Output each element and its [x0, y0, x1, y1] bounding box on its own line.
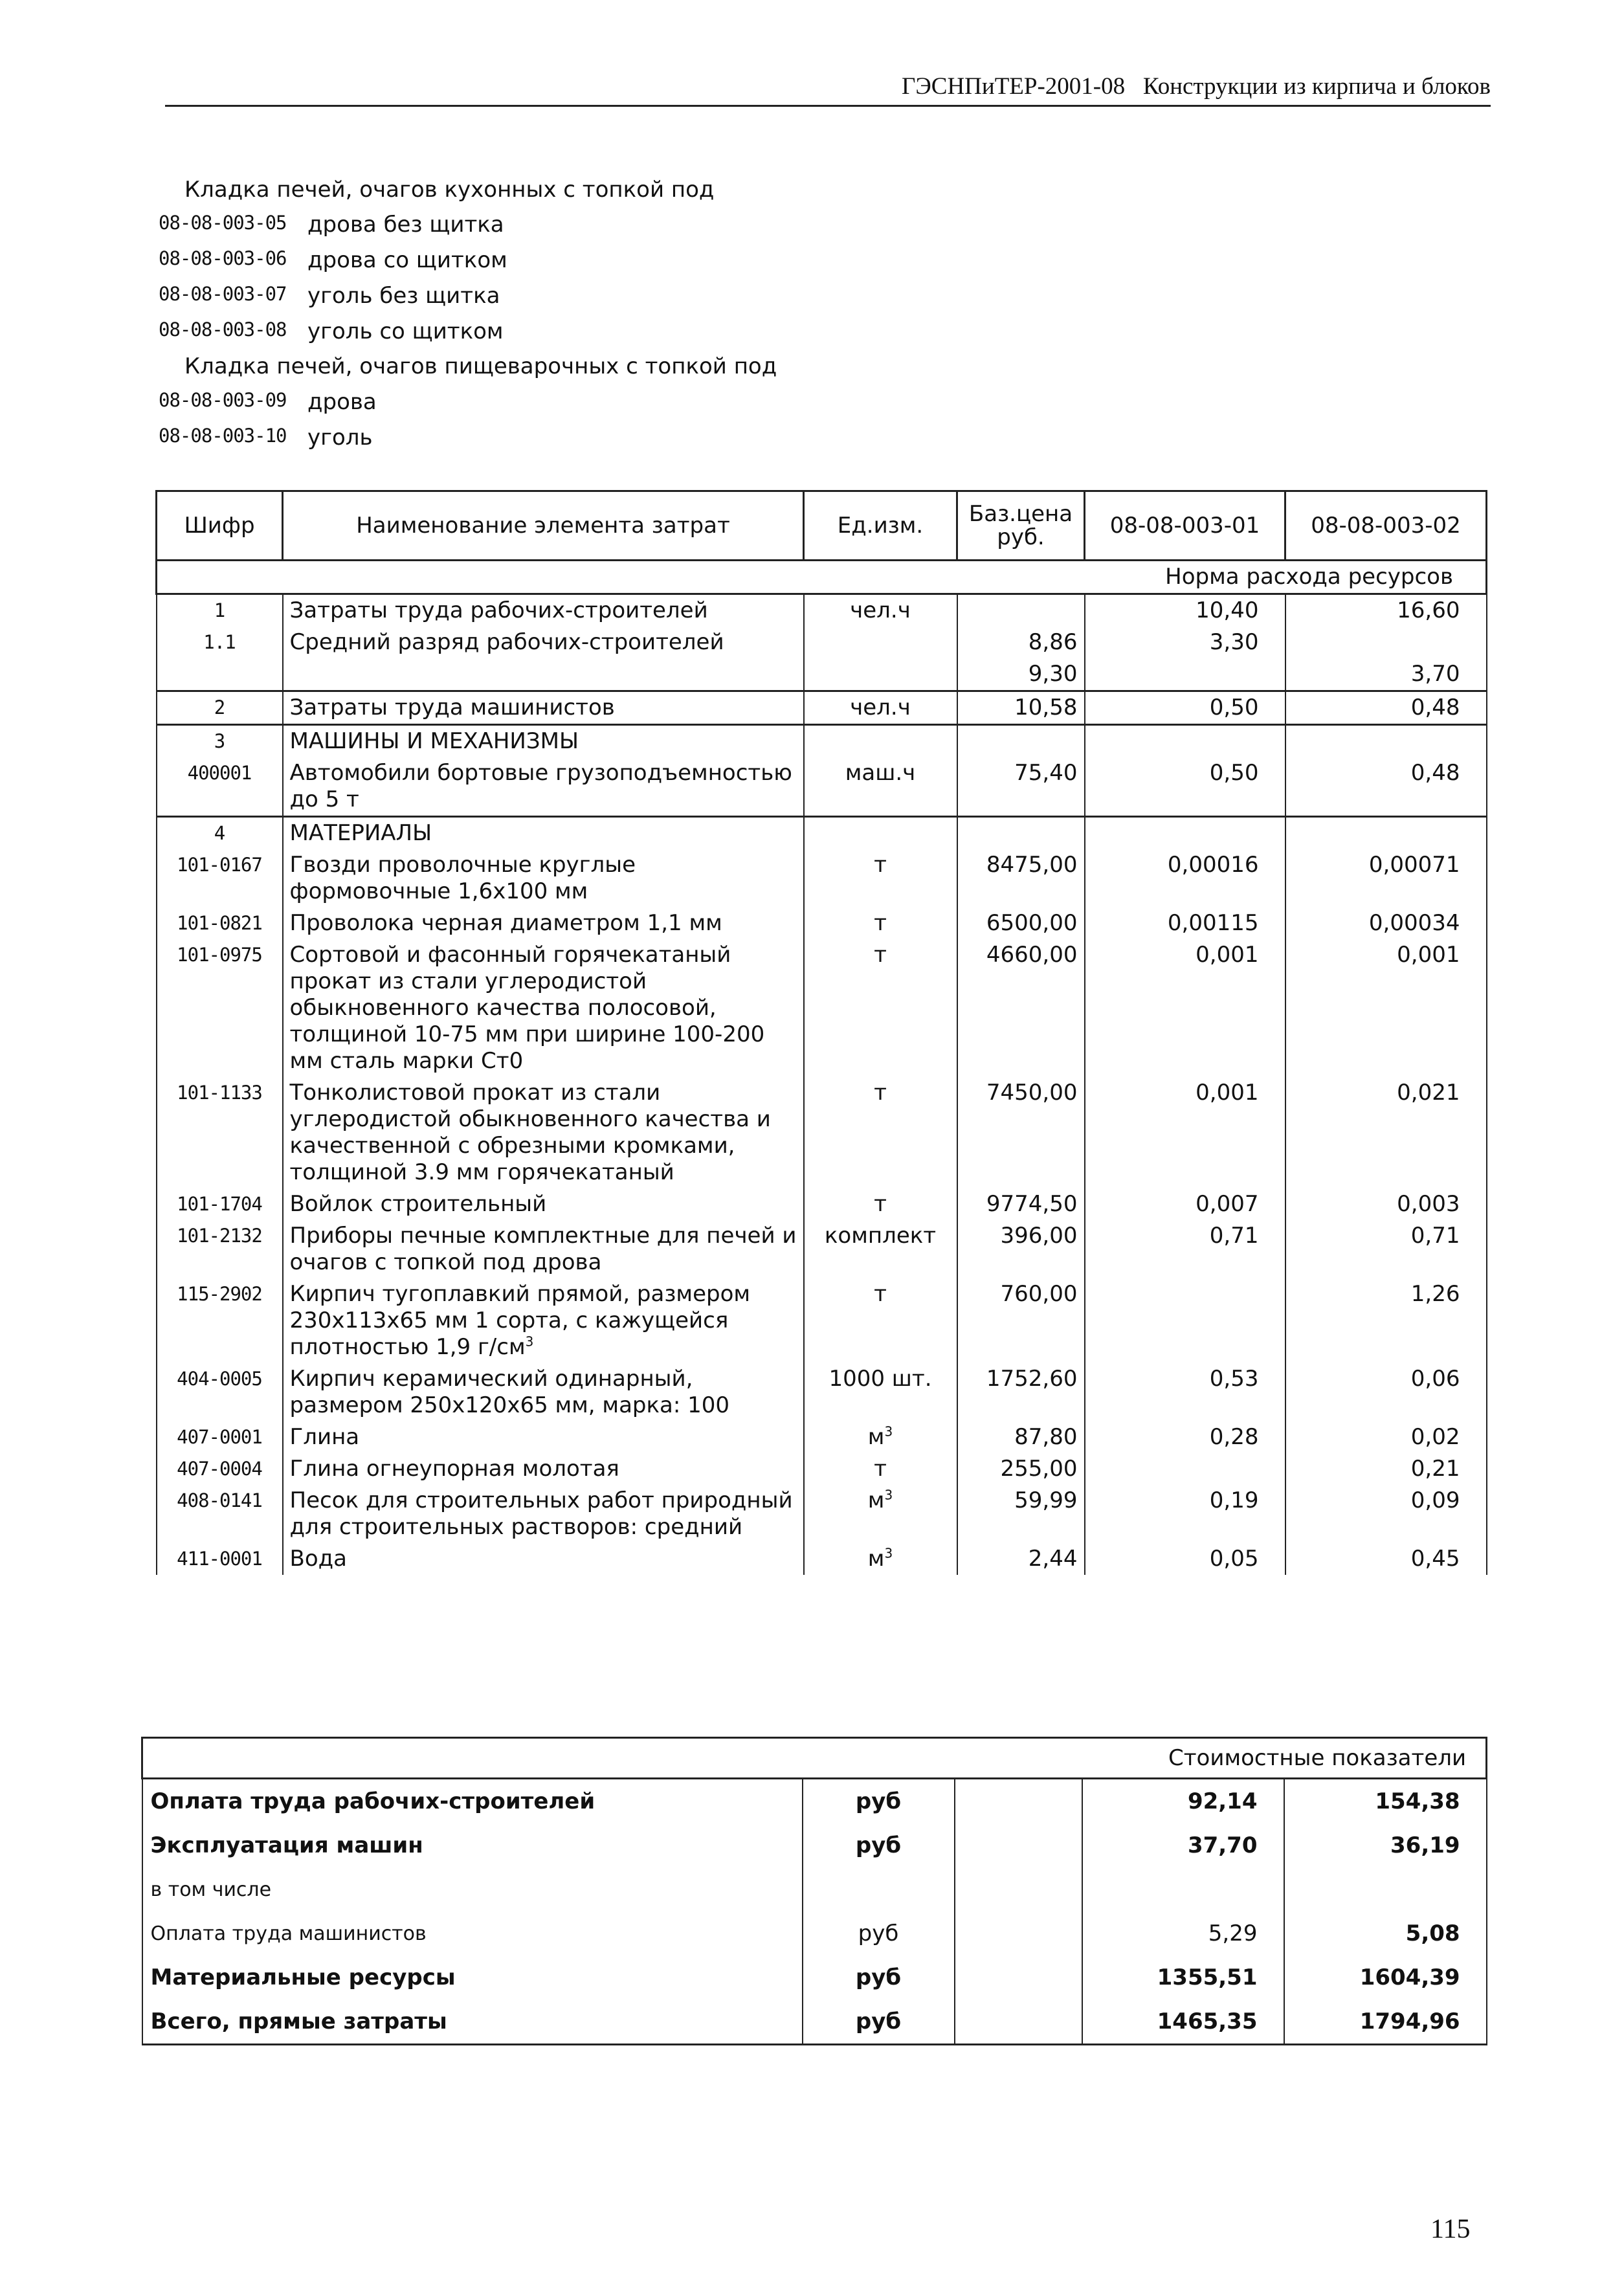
resource-table: [155, 490, 1487, 1575]
row-price: 2,44: [957, 1543, 1085, 1575]
item-label: дрова без щитка: [307, 212, 504, 238]
col-header-col1: 08-08-003-01: [1085, 491, 1285, 561]
row-value-1: 0,28: [1085, 1421, 1285, 1453]
row-unit: [804, 627, 957, 658]
row-value-2: 0,00034: [1285, 908, 1487, 939]
item-code: 08-08-003-10: [159, 425, 287, 447]
row-name: Затраты труда машинистов: [283, 691, 804, 725]
table-row: [157, 1453, 1487, 1485]
row-value-2: 0,003: [1285, 1188, 1487, 1220]
row-unit: т: [804, 1278, 957, 1363]
cost-value-2: 1794,96: [1284, 1999, 1487, 2045]
row-value-1: 0,001: [1085, 939, 1285, 1077]
cost-price: [955, 1779, 1082, 1824]
table-row: [157, 1363, 1487, 1421]
table-row: [157, 817, 1487, 850]
cost-row: [142, 1911, 1487, 1955]
row-value-1: [1085, 1278, 1285, 1363]
row-price: 59,99: [957, 1485, 1085, 1543]
cost-caption-row: [142, 1738, 1487, 1779]
row-price: 9774,50: [957, 1188, 1085, 1220]
row-unit: [804, 817, 957, 850]
cost-name: Оплата труда машинистов: [142, 1911, 803, 1955]
table-row: [157, 757, 1487, 817]
cost-row: [142, 1999, 1487, 2045]
row-name: Глина огнеупорная молотая: [283, 1453, 804, 1485]
cost-caption: Стоимостные показатели: [142, 1738, 1487, 1779]
row-price: 760,00: [957, 1278, 1085, 1363]
row-value-2: 0,001: [1285, 939, 1487, 1077]
row-value-1: 0,53: [1085, 1363, 1285, 1421]
col-header-price: Баз.цена руб.: [957, 491, 1085, 561]
cost-value-1: 1355,51: [1082, 1955, 1284, 1999]
row-code: 404-0005: [157, 1363, 283, 1421]
cost-name: Эксплуатация машин: [142, 1823, 803, 1867]
row-name: МАШИНЫ И МЕХАНИЗМЫ: [283, 725, 804, 758]
row-unit: т: [804, 908, 957, 939]
row-code: 400001: [157, 757, 283, 817]
superscript-3: 3: [884, 1487, 893, 1503]
cost-value-1: 1465,35: [1082, 1999, 1284, 2045]
row-code: 2: [157, 691, 283, 725]
row-unit: маш.ч: [804, 757, 957, 817]
table-row: [157, 594, 1487, 627]
row-code: 407-0004: [157, 1453, 283, 1485]
cost-value-2: 154,38: [1284, 1779, 1487, 1824]
cost-row: [142, 1823, 1487, 1867]
row-value-2: 0,021: [1285, 1077, 1487, 1188]
superscript-3: 3: [525, 1333, 534, 1350]
row-code: 101-1133: [157, 1077, 283, 1188]
superscript-3: 3: [884, 1545, 893, 1561]
row-value-1: 0,001: [1085, 1077, 1285, 1188]
cost-unit: руб: [803, 1779, 955, 1824]
cost-name: в том числе: [142, 1867, 803, 1911]
item-code: 08-08-003-06: [159, 247, 287, 269]
row-value-2: 0,48: [1285, 691, 1487, 725]
row-price: [957, 817, 1085, 850]
table-row: [157, 1485, 1487, 1543]
row-name: МАТЕРИАЛЫ: [283, 817, 804, 850]
row-value-2: 0,21: [1285, 1453, 1487, 1485]
row-unit: т: [804, 939, 957, 1077]
row-code: 1.1: [157, 627, 283, 658]
cost-value-1: 37,70: [1082, 1823, 1284, 1867]
table-row: [157, 725, 1487, 758]
table-row: [157, 1077, 1487, 1188]
cost-row: [142, 1955, 1487, 1999]
cost-value-2: [1284, 1867, 1487, 1911]
row-value-2: 16,60: [1285, 594, 1487, 627]
row-value-1: 0,19: [1085, 1485, 1285, 1543]
row-unit: т: [804, 1453, 957, 1485]
table-row: [157, 691, 1487, 725]
row-value-1: [1085, 817, 1285, 850]
row-code: 4: [157, 817, 283, 850]
row-price: 6500,00: [957, 908, 1085, 939]
table-row: [157, 849, 1487, 908]
col-header-name: Наименование элемента затрат: [283, 491, 804, 561]
running-header: [165, 65, 1491, 107]
row-unit: т: [804, 1188, 957, 1220]
row-name: Затраты труда рабочих-строителей: [283, 594, 804, 627]
item-code: 08-08-003-09: [159, 389, 287, 411]
row-code: 101-0167: [157, 849, 283, 908]
cost-price: [955, 1823, 1082, 1867]
row-value-1: 0,00115: [1085, 908, 1285, 939]
row-price: 9,30: [957, 658, 1085, 691]
row-value-2: 0,00071: [1285, 849, 1487, 908]
row-value-1: [1085, 658, 1285, 691]
cost-price: [955, 1955, 1082, 1999]
row-unit: чел.ч: [804, 691, 957, 725]
col-header-unit: Ед.изм.: [804, 491, 957, 561]
table-row: [157, 939, 1487, 1077]
row-name: Кирпич керамический одинарный, размером 250х120х65 мм, марка: 100: [283, 1363, 804, 1421]
row-name: Гвозди проволочные круглые формовочные 1,6х100 мм: [283, 849, 804, 908]
col-header-col2: 08-08-003-02: [1285, 491, 1487, 561]
row-code: 3: [157, 725, 283, 758]
item-label: дрова со щитком: [307, 247, 507, 273]
cost-price: [955, 1911, 1082, 1955]
row-unit: 1000 шт.: [804, 1363, 957, 1421]
row-code: 407-0001: [157, 1421, 283, 1453]
row-unit: [804, 658, 957, 691]
row-code: 1: [157, 594, 283, 627]
row-unit: $м^3$: [804, 1421, 957, 1453]
row-value-1: 0,05: [1085, 1543, 1285, 1575]
row-value-2: [1285, 627, 1487, 658]
row-name: Тонколистовой прокат из стали углеродистой обыкновенного качества и качественной с обрезными кромками, толщиной 3.9 мм горячекатаный: [283, 1077, 804, 1188]
row-price: 8,86: [957, 627, 1085, 658]
cost-unit: руб: [803, 1823, 955, 1867]
cost-row: [142, 1867, 1487, 1911]
row-price: 8475,00: [957, 849, 1085, 908]
row-value-2: 1,26: [1285, 1278, 1487, 1363]
norm-caption: Норма расхода ресурсов: [157, 561, 1487, 594]
row-value-2: 0,45: [1285, 1543, 1487, 1575]
row-price: 75,40: [957, 757, 1085, 817]
item-code: 08-08-003-05: [159, 212, 287, 234]
row-name: Глина: [283, 1421, 804, 1453]
page-number: 115: [1430, 2214, 1471, 2244]
row-code: 101-1704: [157, 1188, 283, 1220]
header-title: ГЭСНПиТЕР-2001-08 Конструкции из кирпича и блоков: [901, 73, 1491, 100]
row-name: Войлок строительный: [283, 1188, 804, 1220]
cost-value-1: [1082, 1867, 1284, 1911]
row-value-2: [1285, 817, 1487, 850]
cost-unit: руб: [803, 1999, 955, 2045]
row-name: Кирпич тугоплавкий прямой, размером 230х113х65 мм 1 сорта, с кажущейся плотностью 1,9 $г/см^3$: [283, 1278, 804, 1363]
item-label: уголь без щитка: [307, 283, 500, 309]
table-header-row: [157, 491, 1487, 561]
row-price: 255,00: [957, 1453, 1085, 1485]
row-value-2: 0,71: [1285, 1220, 1487, 1278]
row-name: Проволока черная диаметром 1,1 мм: [283, 908, 804, 939]
superscript-3: 3: [884, 1423, 893, 1440]
norm-caption-row: [157, 561, 1487, 594]
cost-table: [141, 1737, 1487, 2045]
row-unit: [804, 725, 957, 758]
row-name: Автомобили бортовые грузоподъемностью до 5 т: [283, 757, 804, 817]
cost-value-2: 5,08: [1284, 1911, 1487, 1955]
row-unit: $м^3$: [804, 1485, 957, 1543]
table-row: [157, 1188, 1487, 1220]
row-name: Песок для строительных работ природный для строительных растворов: средний: [283, 1485, 804, 1543]
cost-price: [955, 1867, 1082, 1911]
row-price: [957, 725, 1085, 758]
cost-value-1: 5,29: [1082, 1911, 1284, 1955]
row-price: 7450,00: [957, 1077, 1085, 1188]
cost-unit: руб: [803, 1955, 955, 1999]
table-row: [157, 1278, 1487, 1363]
row-code: 101-0975: [157, 939, 283, 1077]
row-code: 101-2132: [157, 1220, 283, 1278]
table-row: [157, 908, 1487, 939]
cost-name: Материальные ресурсы: [142, 1955, 803, 1999]
cost-name: Всего, прямые затраты: [142, 1999, 803, 2045]
row-price: 396,00: [957, 1220, 1085, 1278]
intro-group-1-title: Кладка печей, очагов кухонных с топкой под: [184, 177, 715, 203]
row-value-2: 0,06: [1285, 1363, 1487, 1421]
row-value-2: 0,09: [1285, 1485, 1487, 1543]
table-row: [157, 1220, 1487, 1278]
row-value-1: 0,50: [1085, 691, 1285, 725]
cost-row: [142, 1779, 1487, 1824]
row-value-2: [1285, 725, 1487, 758]
cost-price: [955, 1999, 1082, 2045]
row-name: [283, 658, 804, 691]
row-value-2: 0,48: [1285, 757, 1487, 817]
row-value-2: 0,02: [1285, 1421, 1487, 1453]
col-header-code: Шифр: [157, 491, 283, 561]
cost-unit: [803, 1867, 955, 1911]
row-value-1: 3,30: [1085, 627, 1285, 658]
cost-unit: руб: [803, 1911, 955, 1955]
table-row: [157, 1421, 1487, 1453]
row-unit: т: [804, 1077, 957, 1188]
row-code: 408-0141: [157, 1485, 283, 1543]
row-value-1: 10,40: [1085, 594, 1285, 627]
row-price: 87,80: [957, 1421, 1085, 1453]
cost-name: Оплата труда рабочих-строителей: [142, 1779, 803, 1824]
item-label: уголь: [307, 425, 373, 451]
row-value-1: 0,007: [1085, 1188, 1285, 1220]
row-name: Средний разряд рабочих-строителей: [283, 627, 804, 658]
row-unit: комплект: [804, 1220, 957, 1278]
item-code: 08-08-003-07: [159, 283, 287, 305]
table-row: [157, 1543, 1487, 1575]
row-code: [157, 658, 283, 691]
cost-value-1: 92,14: [1082, 1779, 1284, 1824]
row-value-1: 0,71: [1085, 1220, 1285, 1278]
row-name: Вода: [283, 1543, 804, 1575]
table-row: [157, 658, 1487, 691]
row-price: [957, 594, 1085, 627]
row-value-2: 3,70: [1285, 658, 1487, 691]
row-value-1: 0,00016: [1085, 849, 1285, 908]
row-name: Сортовой и фасонный горячекатаный прокат из стали углеродистой обыкновенного качества полосовой, толщиной 10-75 мм при ширине 100-200 мм сталь марки Ст0: [283, 939, 804, 1077]
table-row: [157, 627, 1487, 658]
row-code: 101-0821: [157, 908, 283, 939]
row-name: Приборы печные комплектные для печей и очагов с топкой под дрова: [283, 1220, 804, 1278]
row-price: 1752,60: [957, 1363, 1085, 1421]
row-value-1: [1085, 1453, 1285, 1485]
row-code: 411-0001: [157, 1543, 283, 1575]
cost-value-2: 36,19: [1284, 1823, 1487, 1867]
cost-value-2: 1604,39: [1284, 1955, 1487, 1999]
row-price: 10,58: [957, 691, 1085, 725]
row-code: 115-2902: [157, 1278, 283, 1363]
row-unit: т: [804, 849, 957, 908]
intro-group-2-title: Кладка печей, очагов пищеварочных с топкой под: [184, 353, 777, 379]
row-price: 4660,00: [957, 939, 1085, 1077]
row-unit: чел.ч: [804, 594, 957, 627]
item-label: дрова: [307, 389, 377, 415]
item-code: 08-08-003-08: [159, 318, 287, 340]
row-unit: $м^3$: [804, 1543, 957, 1575]
item-label: уголь со щитком: [307, 318, 504, 344]
row-value-1: 0,50: [1085, 757, 1285, 817]
row-value-1: [1085, 725, 1285, 758]
